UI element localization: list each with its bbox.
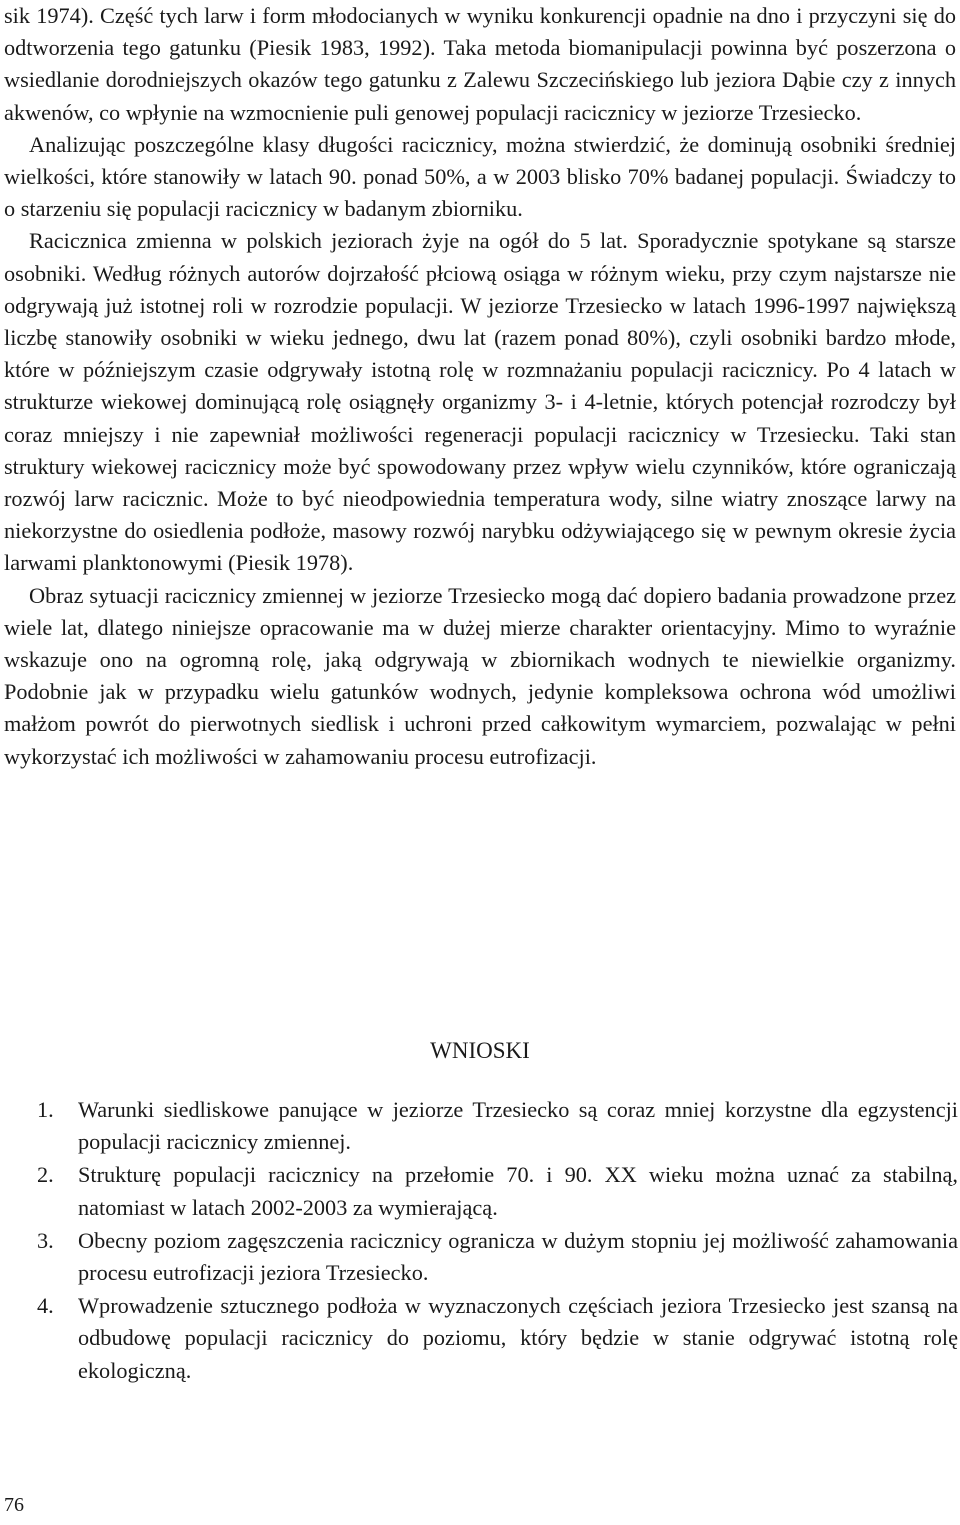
page-body <box>4 0 956 773</box>
list-item-number: 3. <box>37 1227 54 1253</box>
list-item <box>0 1159 960 1223</box>
list-item-text: Wprowadzenie sztucznego podłoża w wyznaczonych częściach jeziora Trzesiecko jest szansą na odbudowę populacji racicznicy do poziomu, który będzie w stanie odgrywać istotną rolę ekologiczną. <box>78 1293 958 1383</box>
conclusions-list <box>0 1094 960 1388</box>
paragraph-length-classes: Analizując poszczególne klasy długości racicznicy, można stwierdzić, że dominują osobniki średniej wielkości, które stanowiły w latach 90. ponad 50%, a w 2003 blisko 70% badanej populacji. Świadczy to o starzeniu się populacji racicznicy w badanym zbiorniku. <box>4 131 956 222</box>
list-item-text: Strukturę populacji racicznicy na przełomie 70. i 90. XX wieku można uznać za stabilną, natomiast w latach 2002-2003 za wymierającą. <box>78 1162 958 1220</box>
list-item-text: Obecny poziom zagęszczenia racicznicy ogranicza w dużym stopniu jej możliwość zahamowania procesu eutrofizacji jeziora Trzesiecko. <box>78 1227 958 1286</box>
list-item-number: 4. <box>37 1293 54 1319</box>
paragraph-summary: Obraz sytuacji racicznicy zmiennej w jeziorze Trzesiecko mogą dać dopiero badania prowadzone przez wiele lat, dlatego niniejsze opracowanie ma w dużej mierze charakter orientacyjny. Mimo to wyraźnie wskazuje ono na ogromną rolę, jaką odgrywają w zbiornikach wodnych te niewielkie organizmy. Podobnie jak w przypadku wielu gatunków wodnych, jedynie kompleksowa ochrona wód umożliwi małżom powrót do pierwotnych siedlisk i uchroni przed całkowitym wymarciem, pozwalając w pełni wykorzystać ich możliwości w zahamowaniu procesu eutrofizacji. <box>4 582 956 769</box>
page-number: 76 <box>4 1494 24 1516</box>
paragraph-continuation: sik 1974). Część tych larw i form młodocianych w wyniku konkurencji opadnie na dno i przyczyni się do odtworzenia tego gatunku (Piesik 1983, 1992). Taka metoda biomanipulacji powinna być poszerzona o wsiedlanie dorodniejszych okazów tego gatunku z Zalewu Szczecińskiego lub jeziora Dąbie czy z innych akwenów, co wpłynie na wzmocnienie puli genowej populacji racicznicy w jeziorze Trzesiecko. <box>4 3 956 125</box>
list-item-number: 1. <box>37 1097 54 1122</box>
list-item <box>0 1290 960 1387</box>
paragraph-age-structure: Racicznica zmienna w polskich jeziorach żyje na ogół do 5 lat. Sporadycznie spotykane są starsze osobniki. Według różnych autorów dojrzałość płciową osiąga w różnym wieku, przy czym najstarsze nie odgrywają już istotnej roli w rozrodzie populacji. W jeziorze Trzesiecko w latach 1996-1997 największą liczbę stanowiły osobniki w wieku jednego, dwu lat (razem ponad 80%), czyli osobniki bardzo młode, które w późniejszym czasie odgrywały istotną rolę w rozmnażaniu populacji racicznicy. Po 4 latach w strukturze wiekowej dominującą rolę osiągnęły organizmy 3- i 4-letnie, których potencjał rozrodczy był coraz mniejszy i nie zapewniał możliwości regeneracji populacji racicznicy w Trzesiecku. Taki stan struktury wiekowej racicznicy może być spowodowany przez wpływ wielu czynników, które ograniczają rozwój larw racicznic. Może to być nieodpowiednia temperatura wody, silne wiatry znoszące larwy na niekorzystne do osiedlenia podłoże, masowy rozwój narybku odżywiającego się w pewnym okresie życia larwami planktonowymi (Piesik 1978). <box>4 228 956 576</box>
conclusions-heading: WNIOSKI <box>430 1038 530 1063</box>
list-item <box>0 1094 960 1158</box>
list-item-text: Warunki siedliskowe panujące w jeziorze Trzesiecko są coraz mniej korzystne dla egzystencji populacji racicznicy zmiennej. <box>78 1097 958 1155</box>
list-item <box>0 1225 960 1289</box>
list-item-number: 2. <box>37 1162 54 1188</box>
